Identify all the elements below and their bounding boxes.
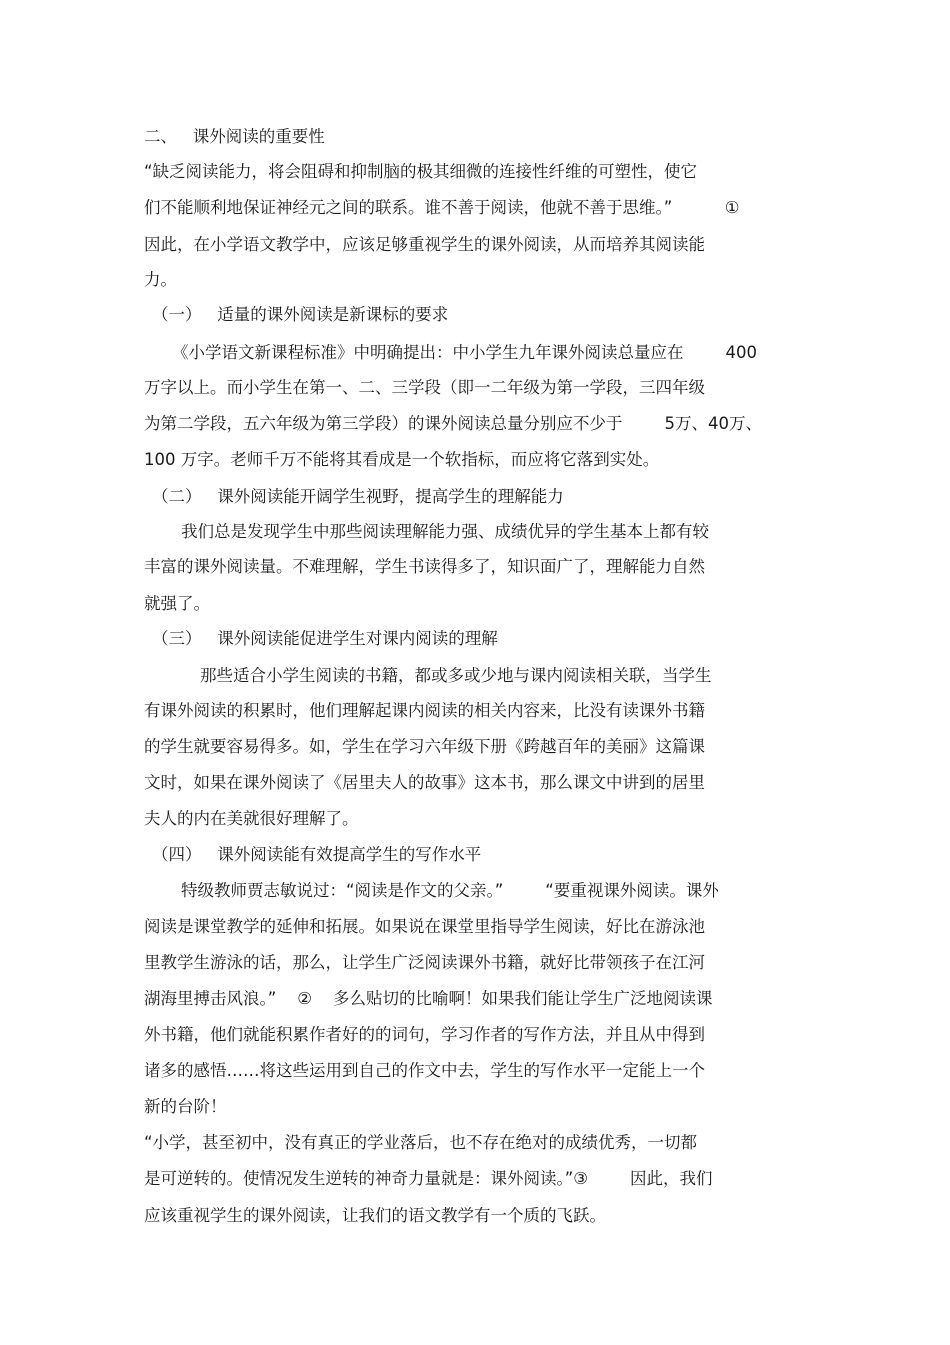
paragraph-line: 万字以上。而小学生在第一、二、三学段（即一二年级为第一学段，三四年级 [144, 378, 705, 397]
paragraph-line: 力。 [144, 270, 177, 289]
paragraph-line: 因此，在小学语文教学中，应该足够重视学生的课外阅读，从而培养其阅读能 [144, 235, 705, 254]
quote-line: “小学，甚至初中，没有真正的学业落后，也不存在绝对的成绩优秀，一切都 [144, 1133, 698, 1152]
paragraph-line: 为第二学段，五六年级为第三学段）的课外阅读总量分别应不少于 5万、40万、 [144, 414, 762, 433]
subheading-2: （二） 课外阅读能开阔学生视野，提高学生的理解能力 [152, 487, 564, 506]
paragraph-line: 《小学语文新课程标准》中明确提出：中小学生九年课外阅读总量应在 400 [172, 343, 757, 362]
quote-line: 是可逆转的。使情况发生逆转的神奇力量就是：课外阅读。”③ 因此，我们 [144, 1169, 713, 1188]
paragraph-line: 100 万字。老师千万不能将其看成是一个软指标，而应将它落到实处。 [144, 450, 660, 469]
paragraph-line: 丰富的课外阅读量。不难理解，学生书读得多了，知识面广了，理解能力自然 [144, 557, 705, 576]
paragraph-line: 应该重视学生的课外阅读，让我们的语文教学有一个质的飞跃。 [144, 1206, 606, 1225]
paragraph-line: 夫人的内在美就很好理解了。 [144, 809, 359, 828]
paragraph-line: 湖海里搏击风浪。” ② 多么贴切的比喻啊！如果我们能让学生广泛地阅读课 [144, 989, 713, 1008]
paragraph-line: 就强了。 [144, 594, 210, 613]
paragraph-line: 新的台阶！ [144, 1097, 227, 1116]
paragraph-line: 外书籍，他们就能积累作者好的的词句，学习作者的写作方法，并且从中得到 [144, 1025, 705, 1044]
paragraph-line: 那些适合小学生阅读的书籍，都或多或少地与课内阅读相关联，当学生 [200, 666, 712, 685]
subheading-1: （一） 适量的课外阅读是新课标的要求 [152, 305, 449, 324]
paragraph-line: 有课外阅读的积累时，他们理解起课内阅读的相关内容来，比没有读课外书籍 [144, 701, 705, 720]
section-heading-2: 二、 课外阅读的重要性 [144, 127, 325, 146]
paragraph-line: 文时，如果在课外阅读了《居里夫人的故事》这本书，那么课文中讲到的居里 [144, 773, 705, 792]
subheading-3: （三） 课外阅读能促进学生对课内阅读的理解 [152, 629, 498, 648]
quote-line-2: 们不能顺利地保证神经元之间的联系。谁不善于阅读，他就不善于思维。” ① [144, 198, 740, 217]
paragraph-line: 我们总是发现学生中那些阅读理解能力强、成绩优异的学生基本上都有较 [181, 522, 709, 541]
paragraph-line: 诸多的感悟……将这些运用到自己的作文中去，学生的写作水平一定能上一个 [144, 1061, 705, 1080]
paragraph-line: 里教学生游泳的话，那么，让学生广泛阅读课外书籍，就好比带领孩子在江河 [144, 953, 705, 972]
paragraph-line: 阅读是课堂教学的延伸和拓展。如果说在课堂里指导学生阅读，好比在游泳池 [144, 917, 705, 936]
quote-line-1: “缺乏阅读能力，将会阻碍和抑制脑的极其细微的连接性纤维的可塑性，使它 [144, 162, 698, 181]
paragraph-line: 的学生就要容易得多。如，学生在学习六年级下册《跨越百年的美丽》这篇课 [144, 737, 705, 756]
paragraph-line: 特级教师贾志敏说过：“阅读是作文的父亲。” “要重视课外阅读。课外 [181, 881, 719, 900]
subheading-4: （四） 课外阅读能有效提高学生的写作水平 [152, 845, 482, 864]
